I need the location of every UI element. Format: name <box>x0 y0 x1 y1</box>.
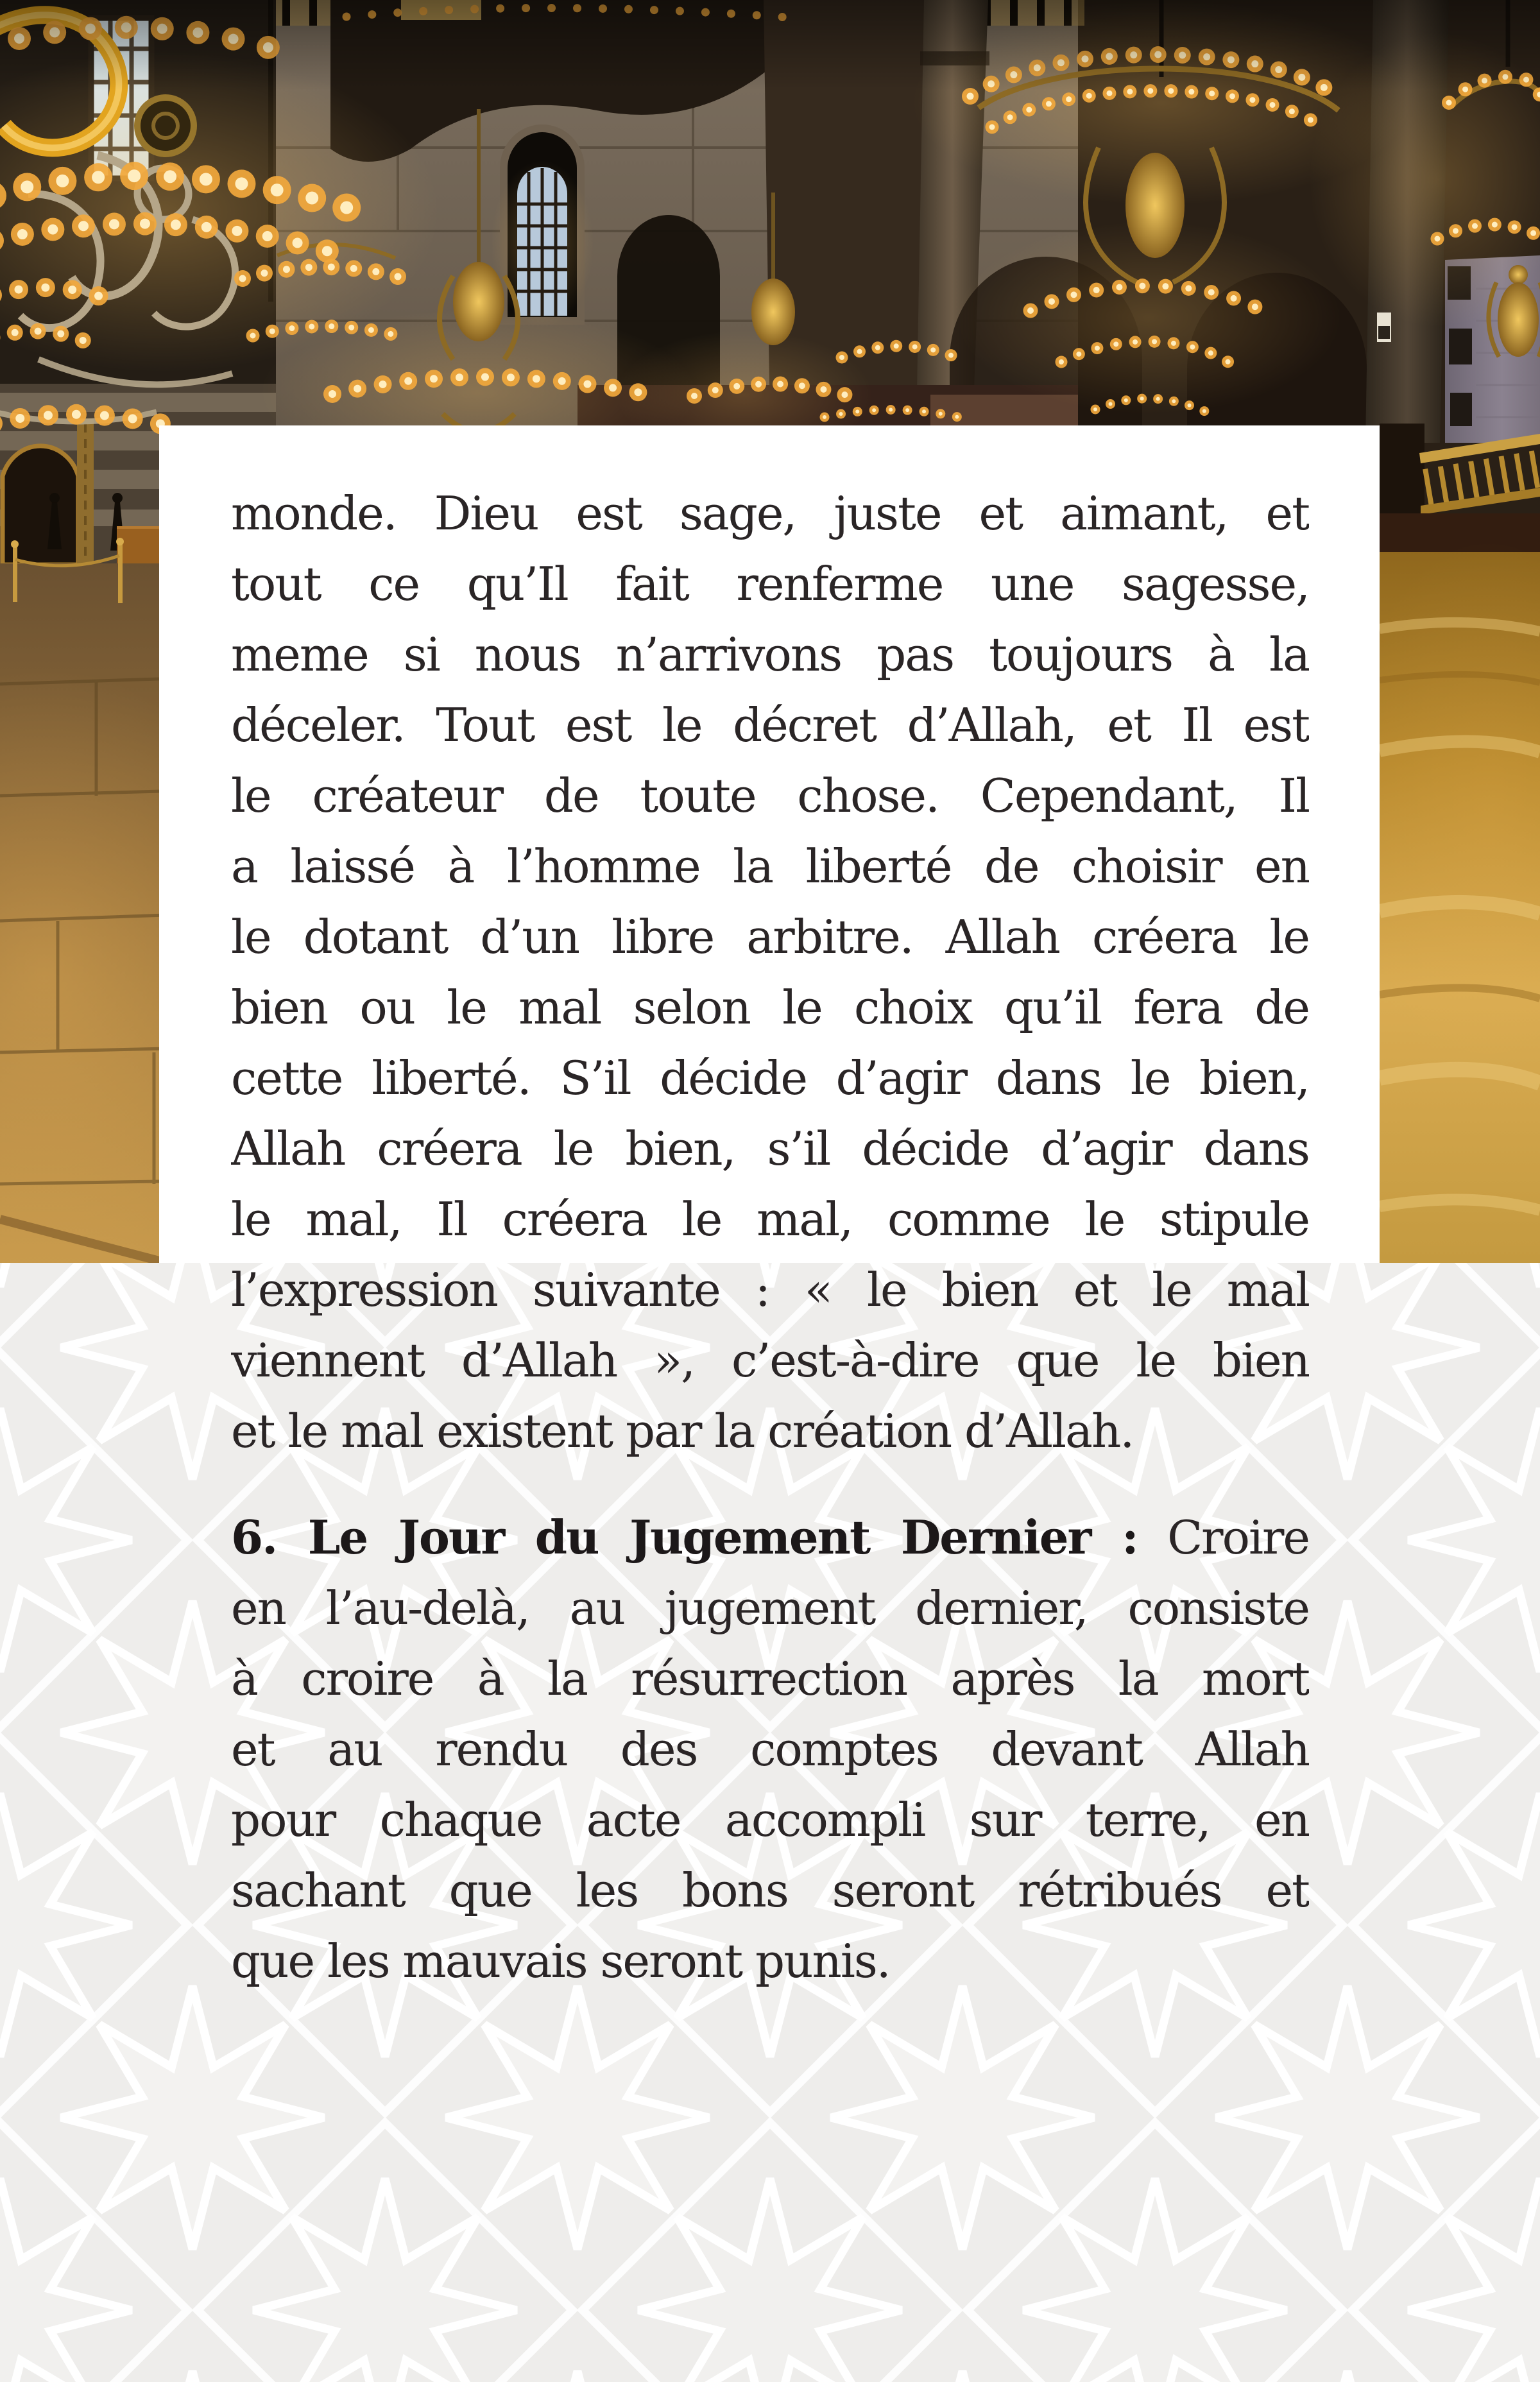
body-text-line: que les mauvais seront punis. <box>231 1934 890 1988</box>
body-text-line: et au rendu des comptes devant Allah <box>231 1722 1309 1776</box>
section-heading-line <box>231 1502 1309 1573</box>
body-text-line: cette liberté. S’il décide d’agir dans le bien, <box>231 1051 1309 1105</box>
gold-medallion <box>137 98 194 154</box>
body-text-line: en l’au-delà, au jugement dernier, consiste <box>231 1581 1309 1635</box>
paragraph-1 <box>231 478 1309 1466</box>
paragraph-2 <box>231 1502 1309 1996</box>
top-vignette <box>0 0 1540 90</box>
body-text-line: viennent d’Allah », c’est-à-dire que le bien <box>231 1333 1309 1387</box>
body-text-line: le mal, Il créera le mal, comme le stipule <box>231 1192 1309 1246</box>
body-text-line: à croire à la résurrection après la mort <box>231 1652 1309 1706</box>
section-heading: 6. Le Jour du Jugement Dernier : <box>231 1510 1138 1564</box>
body-text-line: Allah créera le bien, s’il décide d’agir dans <box>231 1122 1309 1176</box>
body-text-line: le créateur de toute chose. Cependant, Il <box>231 769 1309 823</box>
heading-continuation: Croire <box>1167 1511 1309 1564</box>
main-arched-window <box>491 128 594 327</box>
body-text-line: pour chaque acte accompli sur terre, en <box>231 1793 1309 1847</box>
body-text-line: bien ou le mal selon le choix qu’il fera de <box>231 981 1309 1034</box>
text-column <box>231 478 1309 1996</box>
body-text-line: et le mal existent par la création d’Allah. <box>231 1404 1134 1458</box>
body-text-line: le dotant d’un libre arbitre. Allah créera le <box>231 910 1309 964</box>
body-text-line: tout ce qu’Il fait renferme une sagesse, <box>231 557 1309 611</box>
body-text-line: déceler. Tout est le décret d’Allah, et Il est <box>231 698 1309 752</box>
body-text-line: meme si nous n’arrivons pas toujours à la <box>231 628 1309 681</box>
body-text-line: monde. Dieu est sage, juste et aimant, et <box>231 486 1309 540</box>
body-text-line: a laissé à l’homme la liberté de choisir en <box>231 839 1309 893</box>
info-sign <box>1377 313 1391 342</box>
body-text-line: l’expression suivante : « le bien et le mal <box>231 1263 1309 1317</box>
body-text-line: sachant que les bons seront rétribués et <box>231 1864 1309 1917</box>
